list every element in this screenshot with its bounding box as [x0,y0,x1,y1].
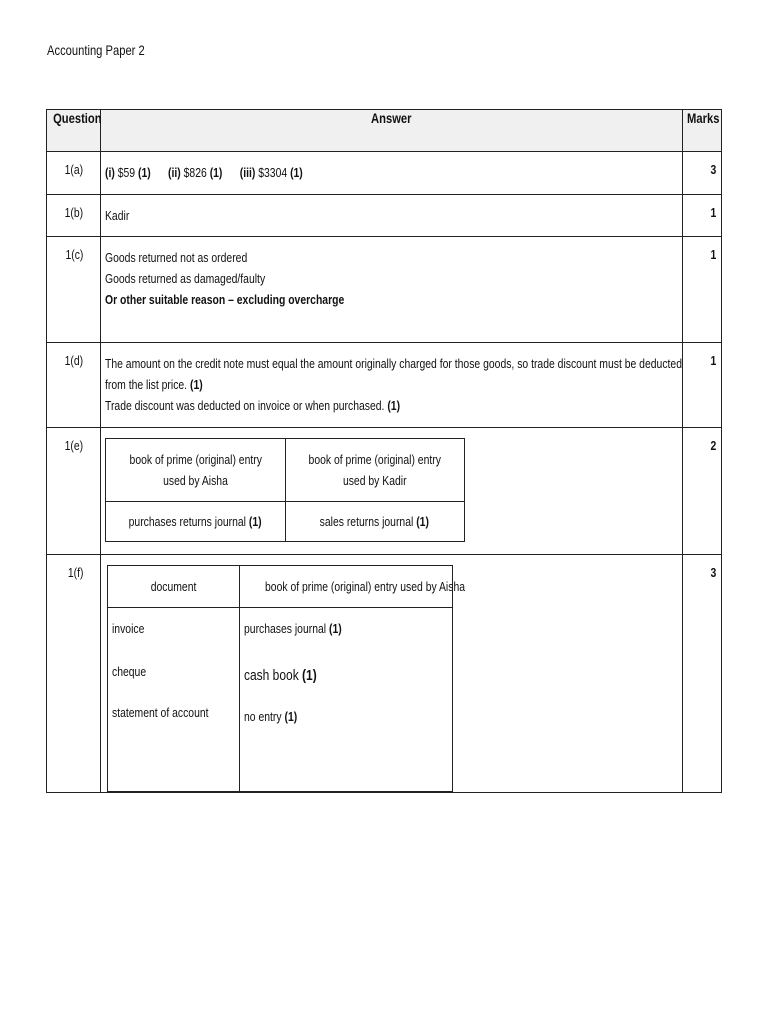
marks-cell: 1 [683,237,722,343]
kadir-book-value: sales returns journal (1) [285,502,465,542]
kadir-book-header: book of prime (original) entry used by Kadir [285,439,465,502]
question-cell: 1(c) [47,237,101,343]
list-item: no entry (1) [244,709,298,724]
answer-cell [101,555,683,793]
entry-list [240,608,453,792]
header-answer: Answer [101,110,683,152]
header-question: Question [47,110,101,152]
marks-cell: 1 [683,195,722,237]
table-row [47,195,722,237]
marks-cell: 2 [683,428,722,555]
question-cell: 1(a) [47,152,101,195]
table-header-row [47,110,722,152]
marks-cell: 1 [683,343,722,428]
aisha-book-header: book of prime (original) entry used by Aisha [106,439,286,502]
answer-cell: The amount on the credit note must equal the amount originally charged for those goods, so trade discount must be deducted from the list price. (1) Trade discount was deducted on invoice or when purchased. (1) [101,343,683,428]
answer-line: (i) $59 (1) (ii) $826 (1) (iii) $3304 (1) [105,165,303,180]
list-item: cash book (1) [244,667,317,684]
aisha-book-value: purchases returns journal (1) [106,502,286,542]
document-entry-table [107,565,466,792]
list-item: invoice [112,621,145,636]
table-row [47,428,722,555]
document-header: document [108,566,240,608]
page-header-text: Accounting Paper 2 [47,42,145,58]
answer-cell: Goods returned not as ordered Goods returned as damaged/faulty Or other suitable reason – excluding overcharge [101,237,683,343]
marks-cell: 3 [683,152,722,195]
list-item: purchases journal (1) [244,621,342,636]
page-header [47,42,169,58]
table-row [47,237,722,343]
marks-cell: 3 [683,555,722,793]
table-row [47,343,722,428]
question-cell: 1(d) [47,343,101,428]
question-cell: 1(b) [47,195,101,237]
table-row [47,555,722,793]
answer-cell: Kadir [101,195,683,237]
header-marks: Marks [683,110,722,152]
document-list [108,608,240,792]
answer-cell [101,152,683,195]
list-item: cheque [112,664,147,679]
book-header: book of prime (original) entry used by Aisha [240,566,453,608]
mark-scheme-table [46,109,722,793]
list-item: statement of account [112,705,209,720]
book-of-prime-entry-table [105,438,465,542]
table-row [47,152,722,195]
question-cell: 1(e) [47,428,101,555]
answer-cell [101,428,683,555]
question-cell: 1(f) [47,555,101,793]
